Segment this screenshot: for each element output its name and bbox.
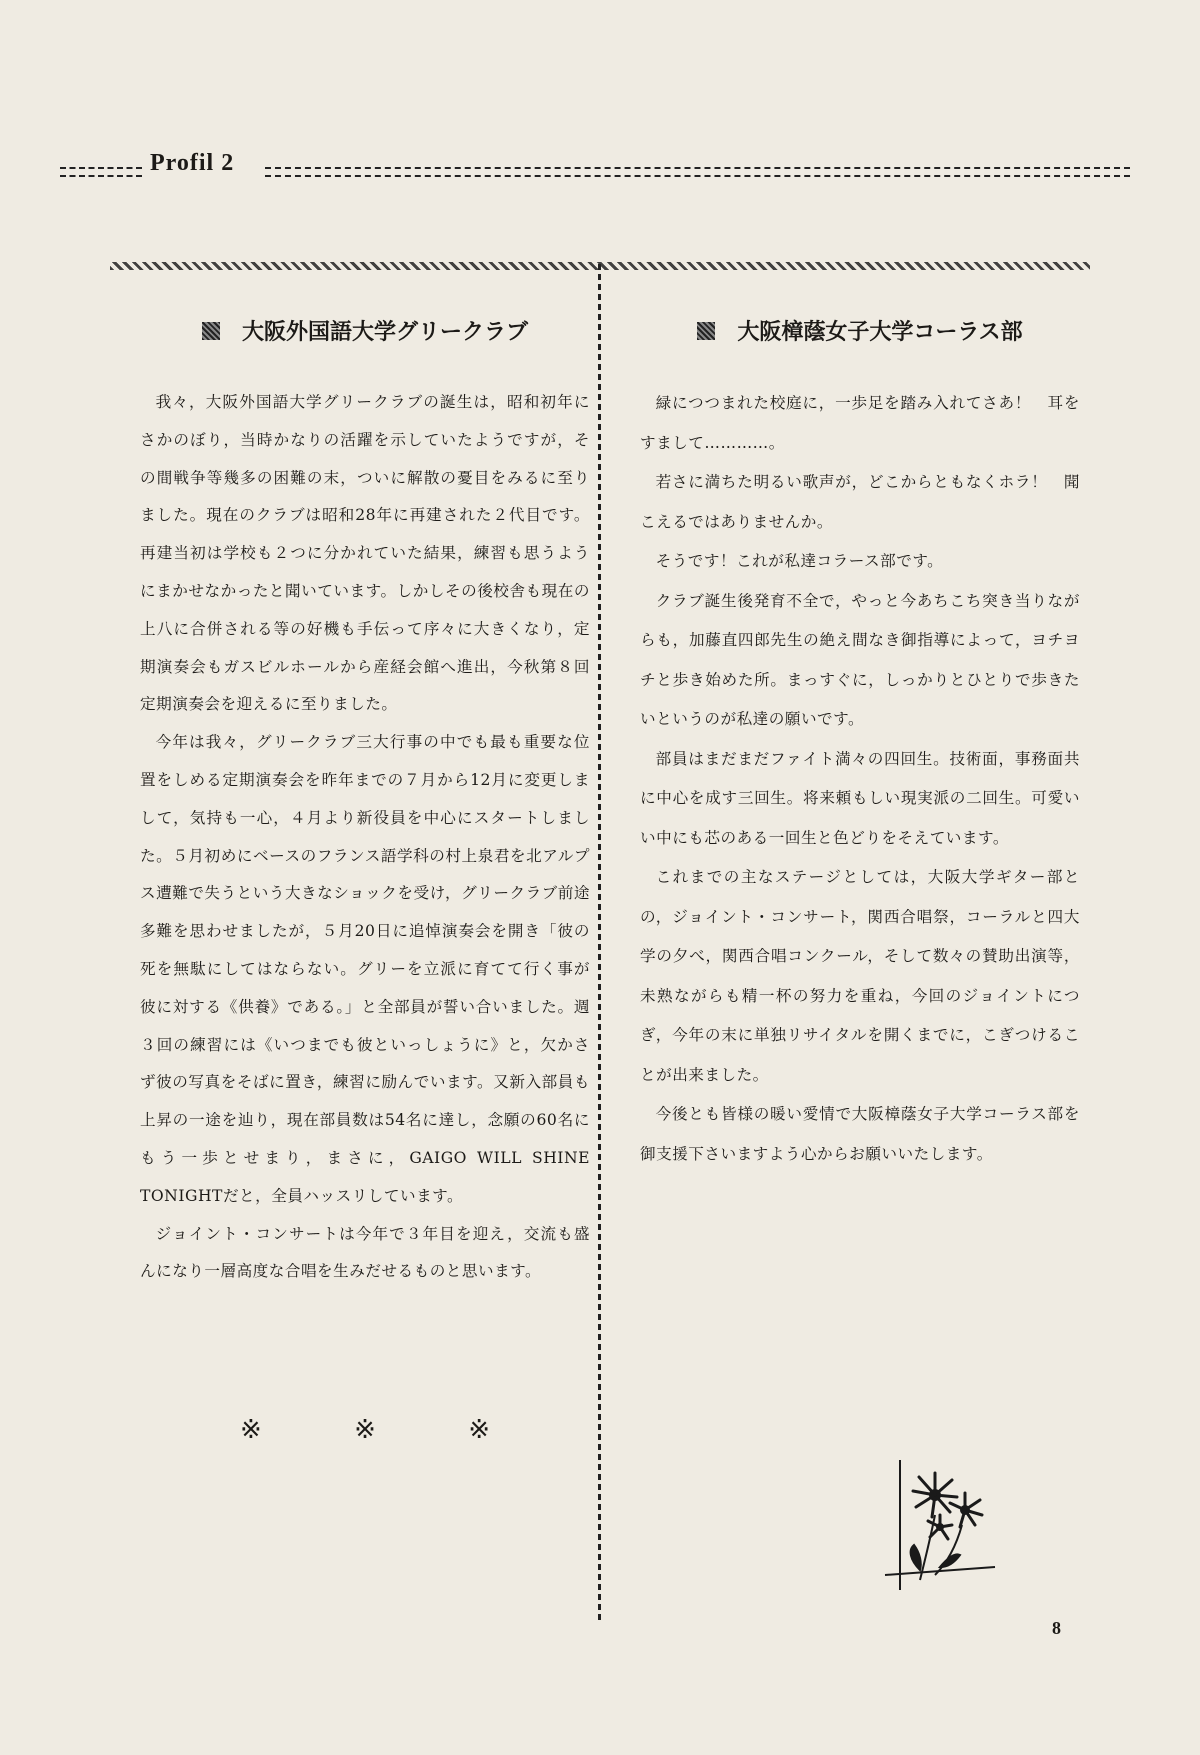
- left-paragraph-3: ジョイント・コンサートは今年で３年目を迎え，交流も盛んになり一層高度な合唱を生みだせるものと思います。: [140, 1224, 590, 1281]
- page-number: 8: [1052, 1618, 1061, 1638]
- header-rule-right: [265, 167, 1130, 177]
- right-heading-text: 大阪樟蔭女子大学コーラス部: [737, 320, 1023, 345]
- flower-illustration-icon: [880, 1455, 1000, 1595]
- hatched-square-icon: [202, 322, 220, 340]
- right-paragraph-4: クラブ誕生後発育不全で，やっと今あちこち突き当りながらも，加藤直四郎先生の絶え間なき御指導によって，ヨチヨチと歩き始めた所。まっすぐに，しっかりとひとりで歩きたいというのが私達の願いです。: [640, 591, 1080, 728]
- asterisk-1: ※: [240, 1415, 262, 1445]
- page-header: [60, 150, 1130, 190]
- right-paragraph-7: 今後とも皆様の暖い愛情で大阪樟蔭女子大学コーラス部を御支援下さいますよう心からお願いいたします。: [640, 1105, 1080, 1163]
- right-paragraph-2: 若さに満ちた明るい歌声が，どこからともなくホラ！ 聞こえるではありませんか。: [640, 473, 1080, 531]
- right-column: [640, 305, 1080, 1174]
- left-heading: [140, 315, 590, 346]
- asterisk-2: ※: [354, 1415, 376, 1445]
- right-heading: [640, 315, 1080, 346]
- column-divider: [598, 264, 601, 1624]
- left-paragraph-2: 今年は我々，グリークラブ三大行事の中でも最も重要な位置をしめる定期演奏会を昨年までの７月から12月に変更しまして，気持も一心，４月より新役員を中心にスタートしました。５月初めにベースのフランス語学科の村上泉君を北アルプス遭難で失うという大きなショックを受け，グリークラブ前途多難を思わせましたが，５月20日に追悼演奏会を開き「彼の死を無駄にしてはならない。グリーを立派に育てて行く事が彼に対する《供養》である。」と全部員が誓い合いました。週３回の練習には《いつまでも彼といっしょうに》と，欠かさず彼の写真をそばに置き，練習に励んでいます。又新入部員も上昇の一途を辿り，現在部員数は54名に達し，念願の60名にもう一歩とせまり，まさに，GAIGO WILL SHINE TONIGHTだと，全員ハッスリしています。: [140, 733, 590, 1205]
- header-title: Profil 2: [150, 150, 235, 176]
- left-heading-text: 大阪外国語大学グリークラブ: [241, 320, 528, 345]
- left-paragraph-1: 我々，大阪外国語大学グリークラブの誕生は，昭和初年にさかのぼり，当時かなりの活躍を示していたようですが，その間戦争等幾多の困難の末，ついに解散の憂目をみるに至りました。現在のクラブは昭和28年に再建された２代目です。再建当初は学校も２つに分かれていた結果，練習も思うようにまかせなかったと聞いています。しかしその後校舎も現在の上八に合併される等の好機も手伝って序々に大きくなり，定期演奏会もガスビルホールから産経会館へ進出，今秋第８回定期演奏会を迎えるに至りました。: [140, 393, 590, 714]
- left-column: [140, 305, 590, 1291]
- right-paragraph-1: 緑につつまれた校庭に，一歩足を踏み入れてさあ！ 耳をすまして…………。: [640, 394, 1080, 452]
- hatched-square-icon: [697, 322, 715, 340]
- section-asterisks: [240, 1415, 490, 1445]
- right-paragraph-3: そうです！これが私達コラース部です。: [655, 552, 944, 570]
- right-paragraph-5: 部員はまだまだファイト満々の四回生。技術面，事務面共に中心を成す三回生。将来頼もしい現実派の二回生。可愛いい中にも芯のある一回生と色どりをそえています。: [640, 749, 1080, 847]
- asterisk-3: ※: [468, 1415, 490, 1445]
- right-paragraph-6: これまでの主なステージとしては，大阪大学ギター部との，ジョイント・コンサート，関西合唱祭，コーラルと四大学の夕べ，関西合唱コンクール，そして数々の賛助出演等，未熟ながらも精一杯の努力を重ね，今回のジョイントにつぎ，今年の末に単独リサイタルを開くまでに，こぎつけることが出来ました。: [640, 868, 1080, 1084]
- header-rule-left: [60, 167, 142, 177]
